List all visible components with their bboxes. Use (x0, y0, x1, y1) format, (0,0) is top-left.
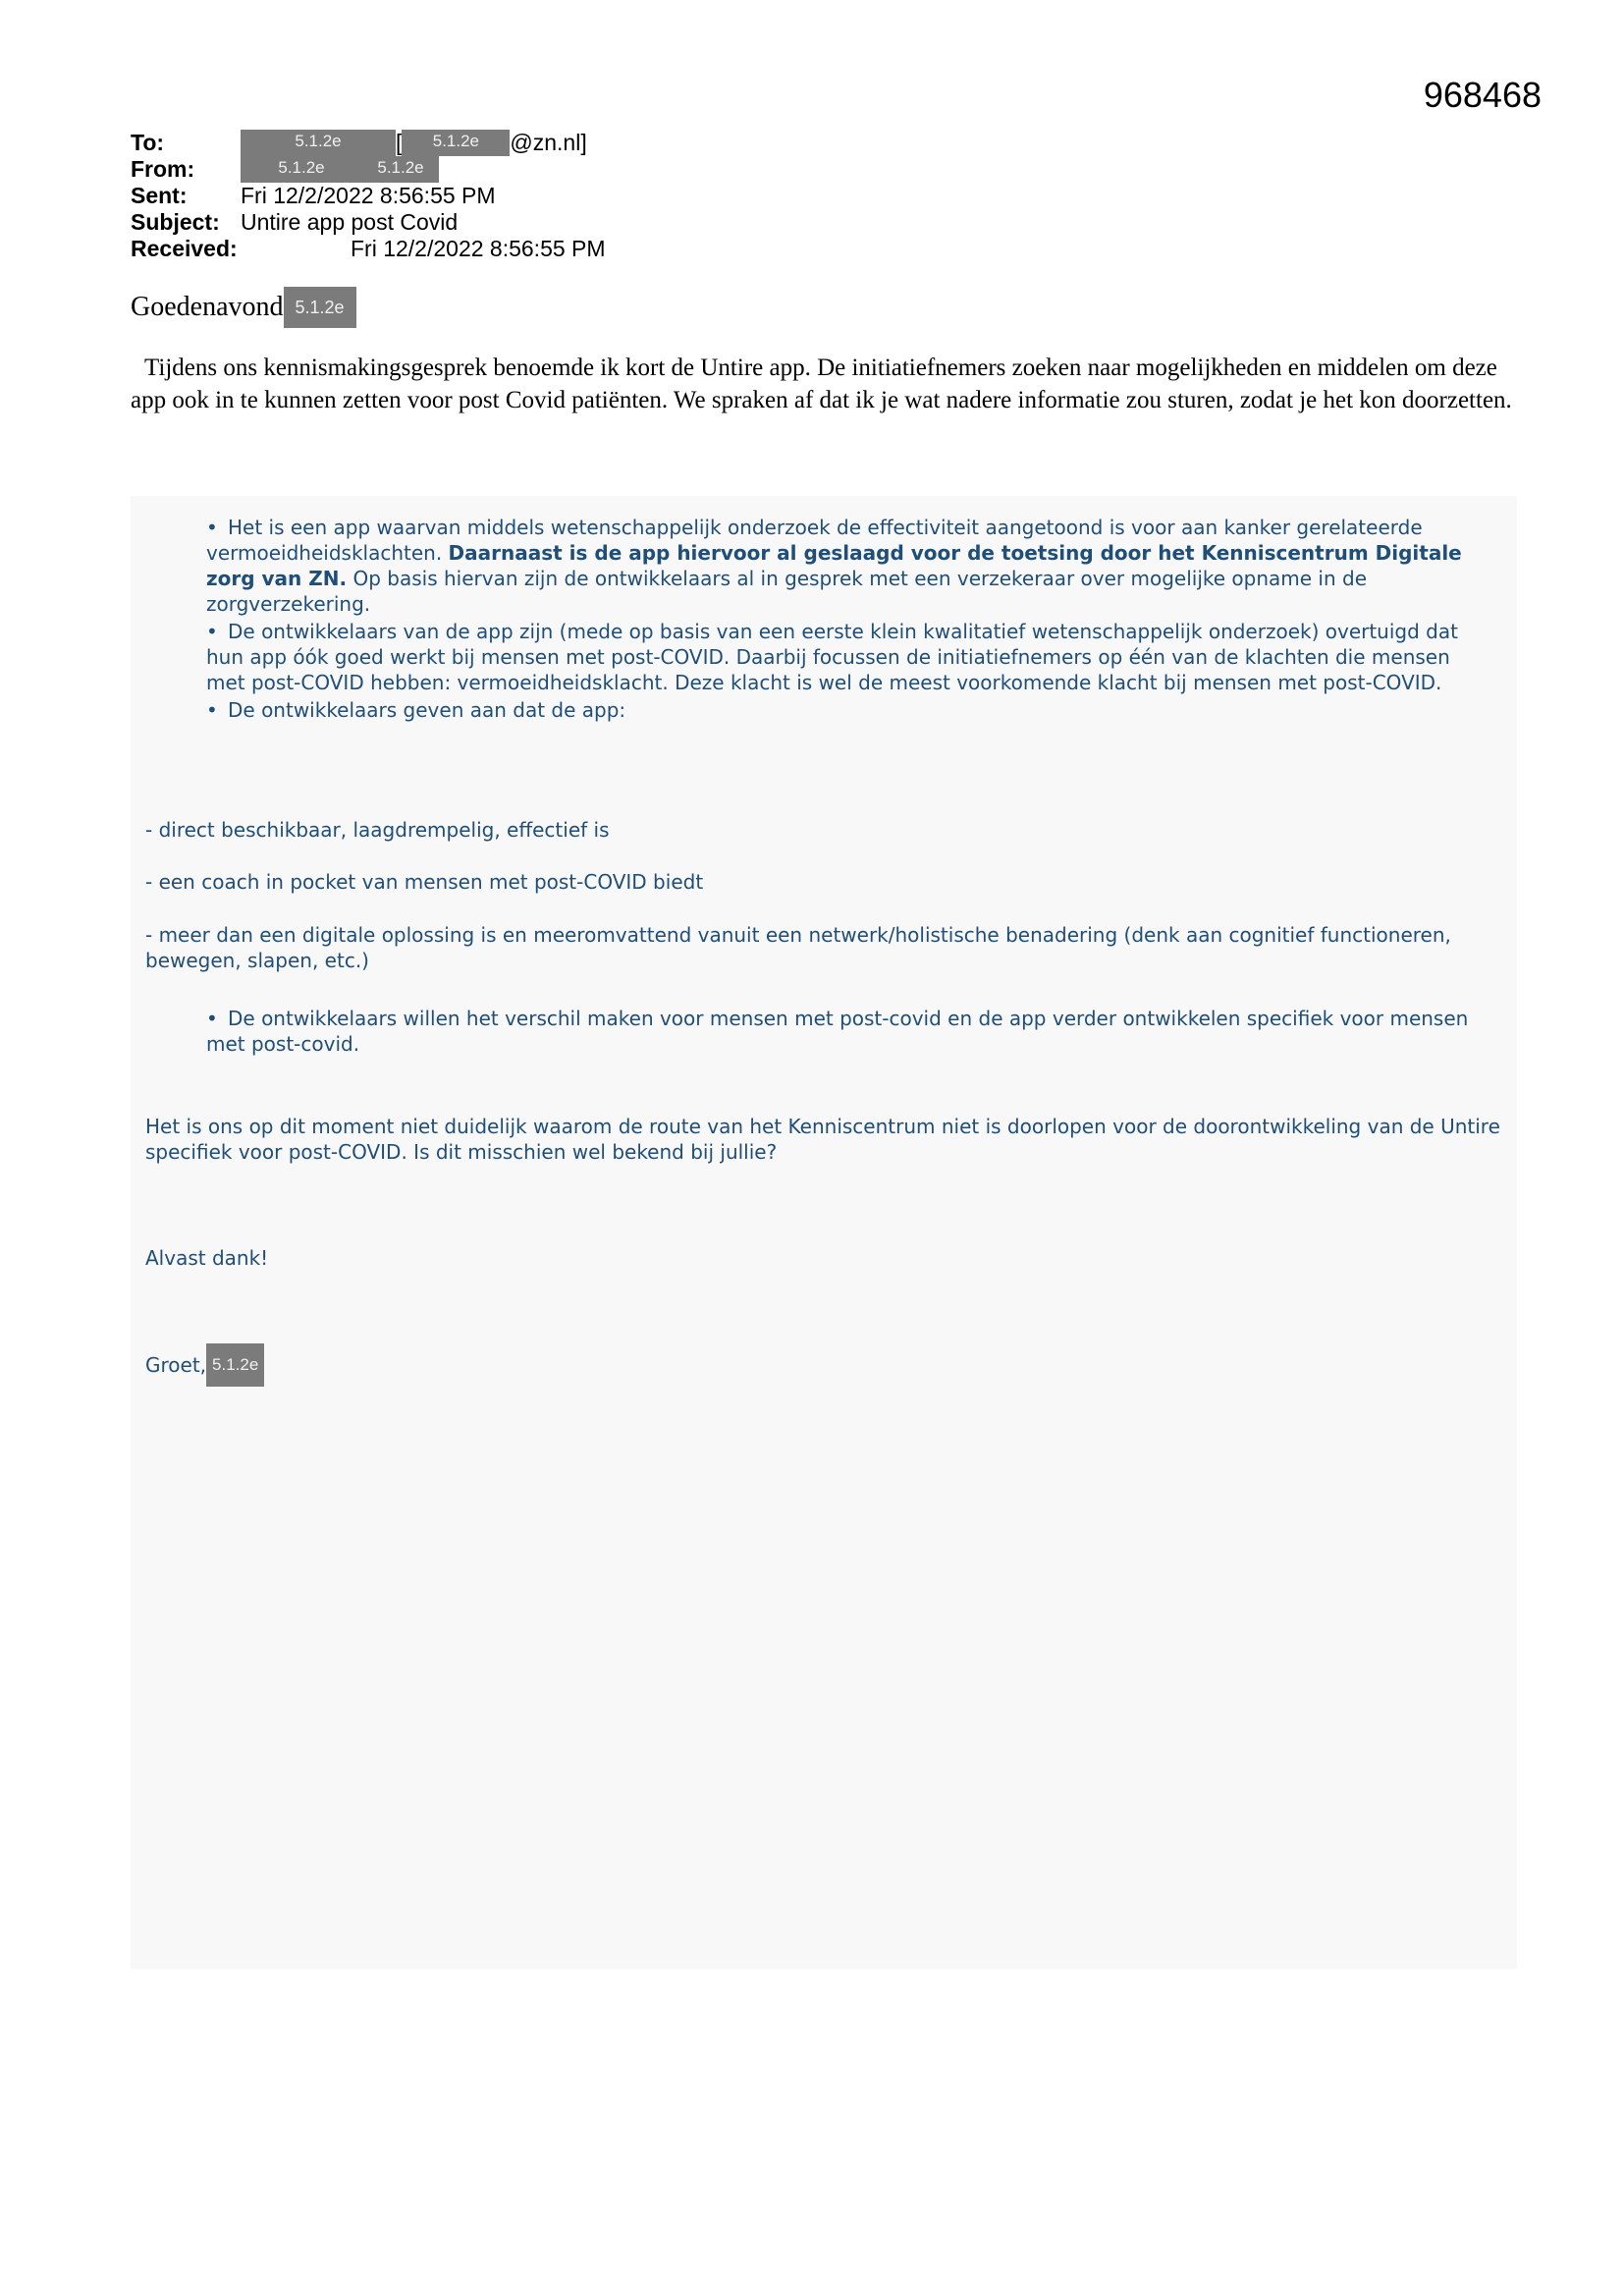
to-bracket: [ (396, 130, 403, 155)
dash-item: - meer dan een digitale oplossing is en meeromvattend vanuit een netwerk/holistische benadering (denk aan cognitief functioneren, bewegen, slapen, etc.) (145, 923, 1451, 972)
signoff-text: Groet, (145, 1353, 207, 1377)
email-header (131, 130, 606, 262)
list-item: • De ontwikkelaars willen het verschil maken voor mensen met post-covid en de app verder ontwikkelen specifiek voor mensen met post-covid. (206, 1007, 1469, 1056)
to-suffix: @zn.nl] (510, 130, 587, 155)
list-item: • De ontwikkelaars geven aan dat de app: (206, 698, 626, 722)
bullet-list-1 (206, 515, 1492, 725)
to-label: To: (131, 130, 165, 155)
thanks-line: Alvast dank! (145, 1246, 269, 1270)
redaction-box: 5.1.2e (206, 1343, 264, 1387)
bullet-glyph: • (206, 516, 218, 539)
signoff (145, 1343, 1500, 1387)
from-row (131, 156, 606, 183)
bold-statement: Daarnaast is de app hiervoor al geslaagd voor de toetsing door het Kenniscentrum Digitale zorg van ZN. (206, 541, 1462, 590)
received-row (131, 236, 606, 262)
bullet-glyph: • (206, 698, 218, 722)
bullet-glyph: • (206, 1007, 218, 1030)
dash-item: - een coach in pocket van mensen met post-COVID biedt (145, 870, 704, 894)
sent-value: Fri 12/2/2022 8:56:55 PM (241, 183, 496, 208)
dash-item: - direct beschikbaar, laagdrempelig, effectief is (145, 818, 610, 842)
subject-value: Untire app post Covid (241, 209, 459, 235)
question-paragraph: Het is ons op dit moment niet duidelijk waarom de route van het Kenniscentrum niet is doorlopen voor de doorontwikkeling van de Untire specifiek voor post-COVID. Is dit misschien wel bekend bij jullie? (145, 1115, 1500, 1164)
redaction-box: 5.1.2e (241, 156, 362, 183)
redaction-box: 5.1.2e (284, 287, 356, 328)
intro-paragraph: Tijdens ons kennismakingsgesprek benoemde ik kort de Untire app. De initiatiefnemers zoeken naar mogelijkheden en middelen om deze app ook in te kunnen zetten voor post Covid patiënten. We spraken af dat ik je wat nadere informatie zou sturen, zodat je het kon doorzetten. (131, 355, 1512, 413)
redaction-box: 5.1.2e (241, 130, 396, 156)
sent-label: Sent: (131, 183, 188, 208)
received-value: Fri 12/2/2022 8:56:55 PM (351, 236, 606, 261)
list-item: • De ontwikkelaars van de app zijn (mede op basis van een eerste klein kwalitatief wetenschappelijk onderzoek) overtuigd dat hun app óók goed werkt bij mensen met post-COVID. Daarbij focussen de initiatiefnemers op één van de klachten die mensen met post-COVID hebben: vermoeidheidsklacht. Deze klacht is wel de meest voorkomende klacht bij mensen met post-COVID. (206, 620, 1458, 694)
document-number: 968468 (1423, 75, 1542, 115)
from-label: From: (131, 156, 195, 182)
bullet-list-2 (206, 1006, 1492, 1059)
received-label: Received: (131, 236, 238, 261)
redaction-box: 5.1.2e (362, 156, 439, 183)
greeting (131, 287, 356, 328)
sent-row (131, 183, 606, 209)
bullet-glyph: • (206, 620, 218, 643)
subject-row (131, 209, 606, 236)
list-item: • Het is een app waarvan middels wetenschappelijk onderzoek de effectiviteit aangetoond is voor aan kanker gerelateerde vermoeidheidsklachten. Daarnaast is de app hiervoor al geslaagd voor de toetsing door het Kenniscentrum Digitale zorg van ZN. Op basis hiervan zijn de ontwikkelaars al in gesprek met een verzekeraar over mogelijke opname in de zorgverzekering. (206, 516, 1462, 616)
greeting-text: Goedenavond (131, 292, 284, 322)
to-row (131, 130, 606, 156)
redaction-box: 5.1.2e (402, 130, 510, 156)
subject-label: Subject: (131, 209, 220, 235)
